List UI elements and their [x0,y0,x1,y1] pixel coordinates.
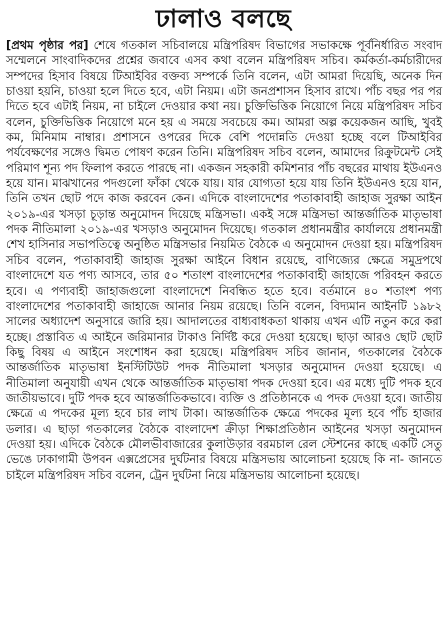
continuation-marker: [প্রথম পৃষ্ঠার পর] [6,38,89,52]
headline: ঢালাও বলছে [155,4,292,33]
newspaper-clipping [2,0,445,627]
article-text: শেষে গতকাল সচিবালয়ে মন্ত্রিপরিষদ বিভাগের সভাকক্ষে পূর্বনির্ধারিত সংবাদ সম্মেলনে সাংবাদিকদের প্রশ্নের জবাবে এসব কথা বলেন মন্ত্রিপরিষদ সচিব। কর্মকর্তা-কর্মচারীদের সম্পদের হিসাব বিষয়ে টিআইবির বক্তব্য সম্পর্কে তিনি বলেন, এটা আমরা দিয়েছি, অনেক দিন চাওয়া হয়নি, চাওয়া হলে দিতে হবে, এটা নিয়ম। এটা জনপ্রশাসন হিসাব রাখে। পাঁচ বছর পর পর দিতে হবে এটাই নিয়ম, না চাইলে দেওয়ার কথা নয়। চুক্তিভিত্তিক নিয়োগে নিয়ে মন্ত্রিপরিষদ সচিব বলেন, চুক্তিভিত্তিক নিয়োগে মনে হয় এ সময়ে সবচেয়ে কম। আমরা অল্প কয়েকজন আছি, খুবই কম, মিনিমাম নাম্বার। প্রশাসনে ওপরের দিকে বেশি পদোন্নতি দেওয়া হচ্ছে বলে টিআইবির পর্যবেক্ষণের সঙ্গেও দ্বিমত পোষণ করেন তিনি। মন্ত্রিপরিষদ সচিব বলেন, আমাদের রিক্রুটমেন্ট সেই পরিমাণ শূন্য পদ ফিলাপ করতে পারছে না। একজন সহকারী কমিশনার পাঁচ বছরের মাথায় ইউএনও হয়ে যান। মাঝখানের পদগুলো ফাঁকা থেকে যায়। যার যোগ্যতা হয়ে যায় তিনি ইউএনও হয়ে যান, তিনি তখন ছোট পদে কাজ করবেন কেন। এদিকে বাংলাদেশের পতাকাবাহী জাহাজ সুরক্ষা আইন ২০১৯-এর খসড়া চূড়ান্ত অনুমোদন দিয়েছে মন্ত্রিসভা। একই সঙ্গে মন্ত্রিসভা আন্তর্জাতিক মাতৃভাষা পদক নীতিমালা ২০১৯-এর খসড়াও অনুমোদন দিয়েছে। গতকাল প্রধানমন্ত্রীর কার্যালয়ে প্রধানমন্ত্রী শেখ হাসিনার সভাপতিত্বে অনুষ্ঠিত মন্ত্রিসভার নিয়মিত বৈঠকে এ অনুমোদন দেওয়া হয়। মন্ত্রিপরিষদ সচিব বলেন, পতাকাবাহী জাহাজ সুরক্ষা আইনে বিধান রয়েছে, বাণিজ্যের ক্ষেত্রে সমুদ্রপথে বাংলাদেশে যত পণ্য আসবে, তার ৫০ শতাংশ বাংলাদেশের পতাকাবাহী জাহাজে পরিবহন করতে হবে। এ পণ্যবাহী জাহাজগুলো বাংলাদেশে নিবন্ধিত হতে হবে। বর্তমানে ৪০ শতাংশ পণ্য বাংলাদেশের পতাকাবাহী জাহাজে আনার নিয়ম রয়েছে। তিনি বলেন, বিদ্যমান আইনটি ১৯৮২ সালের অধ্যাদেশ অনুসারে জারি হয়। আদালতের বাধ্যবাধকতা থাকায় এখন এটি নতুন করে করা হচ্ছে। প্রস্তাবিত এ আইনে জরিমানার টাকাও নির্দিষ্ট করে দেওয়া হয়েছে। ছাড়া আরও ছোট ছোট কিছু বিষয় এ আইনে সংশোধন করা হয়েছে। মন্ত্রিপরিষদ সচিব জানান, গতকালের বৈঠকে আন্তর্জাতিক মাতৃভাষা ইনস্টিটিউট পদক নীতিমালা খসড়ার অনুমোদন দেওয়া হয়েছে। এ নীতিমালা অনুযায়ী এখন থেকে আন্তর্জাতিক মাতৃভাষা পদক দেওয়া হবে। এর মধ্যে দুটি পদক হবে জাতীয়ভাবে। দুটি পদক হবে আন্তর্জাতিকভাবে। ব্যক্তি ও প্রতিষ্ঠানকে এ পদক দেওয়া হবে। জাতীয় ক্ষেত্রে এ পদকের মূল্য হবে চার লাখ টাকা। আন্তর্জাতিক ক্ষেত্রে পদকের মূল্য হবে পাঁচ হাজার ডলার। এ ছাড়া গতকালের বৈঠকে বাংলাদেশ ক্রীড়া শিক্ষাপ্রতিষ্ঠান আইনের খসড়া অনুমোদন দেওয়া হয়। এদিকে বৈঠকে মৌলভীবাজারের কুলাউড়ার বরমচাল রেল স্টেশনের কাছে একটি সেতু ভেঙে ঢাকাগামী উপবন এক্সপ্রেসের দুর্ঘটনার বিষয়ে মন্ত্রিসভায় আলোচনা হয়েছে কি না- জানতে চাইলে মন্ত্রিপরিষদ সচিব বলেন, ট্রেন দুর্ঘটনা নিয়ে মন্ত্রিসভায় আলোচনা হয়েছে। [6,38,442,482]
article-body [6,38,442,483]
